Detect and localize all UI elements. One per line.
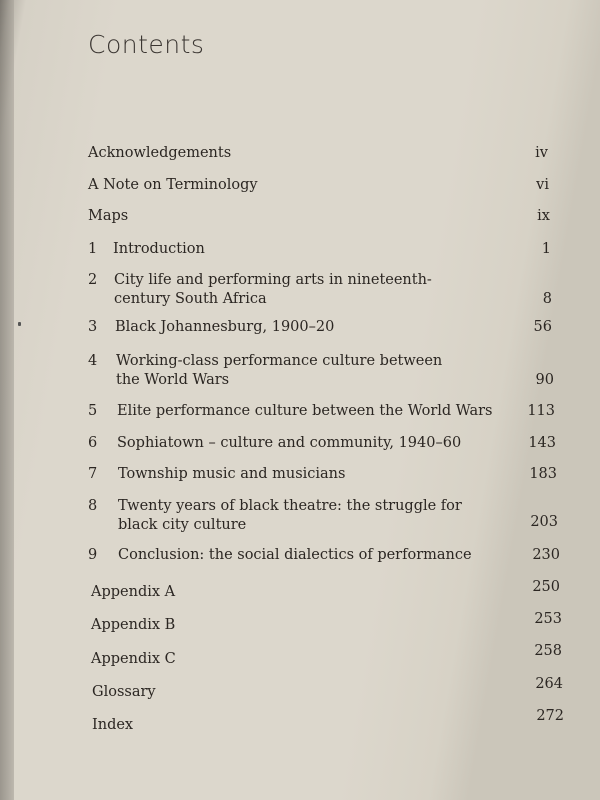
page-speck: [18, 322, 21, 326]
toc-entry-page: 250: [532, 579, 560, 595]
toc-chapter-page: 90: [535, 372, 554, 388]
toc-chapter-page: 8: [542, 291, 552, 307]
toc-chapter-page: 1: [541, 241, 551, 257]
toc-chapter-page: 143: [528, 435, 556, 451]
toc-entry-label: Acknowledgements: [88, 145, 232, 161]
toc-chapter-title: Township music and musicians: [118, 466, 346, 482]
toc-entry-page: 272: [536, 708, 564, 724]
toc-entry-page: vi: [536, 177, 549, 193]
toc-entry-page: iv: [535, 145, 548, 161]
toc-entry-page: 264: [535, 676, 563, 692]
toc-chapter-number: 7: [88, 466, 98, 482]
toc-chapter-page: 183: [529, 466, 557, 482]
toc-entry-page: 258: [534, 643, 562, 659]
toc-chapter-number: 8: [88, 498, 98, 514]
toc-chapter-title: Elite performance culture between the World Wars: [117, 403, 493, 419]
toc-chapter-title: Introduction: [113, 241, 205, 257]
toc-entry-label: Appendix C: [91, 651, 176, 667]
toc-chapter-title: Sophiatown – culture and community, 1940–60: [117, 435, 462, 451]
toc-entry-page: ix: [537, 208, 550, 224]
toc-entry-label: A Note on Terminology: [88, 177, 258, 193]
toc-chapter-title: Working-class performance culture between the World Wars: [116, 353, 443, 388]
toc-entry-label: Appendix A: [91, 584, 176, 600]
toc-chapter-number: 4: [88, 353, 98, 369]
toc-chapter-page: 113: [527, 403, 555, 419]
toc-entry-label: Maps: [88, 208, 129, 224]
toc-entry-label: Glossary: [92, 684, 156, 700]
toc-chapter-title: Twenty years of black theatre: the struggle for black city culture: [118, 498, 462, 533]
toc-chapter-number: 2: [88, 272, 98, 288]
book-spine-shadow: [0, 0, 14, 800]
toc-chapter-title: Black Johannesburg, 1900–20: [115, 319, 335, 335]
toc-chapter-title: City life and performing arts in nineteenth-century South Africa: [114, 272, 432, 307]
toc-entry-label: Index: [92, 717, 134, 733]
toc-chapter-number: 9: [88, 547, 98, 563]
toc-chapter-number: 1: [88, 241, 98, 257]
toc-chapter-page: 56: [533, 319, 552, 335]
contents-heading: Contents: [88, 30, 205, 59]
toc-chapter-number: 6: [88, 435, 98, 451]
toc-chapter-title: Conclusion: the social dialectics of performance: [118, 547, 472, 563]
toc-entry-page: 253: [534, 611, 562, 627]
toc-entry-label: Appendix B: [91, 617, 176, 633]
toc-chapter-page: 203: [530, 514, 558, 530]
toc-chapter-page: 230: [532, 547, 560, 563]
toc-chapter-number: 5: [88, 403, 98, 419]
toc-chapter-number: 3: [88, 319, 98, 335]
